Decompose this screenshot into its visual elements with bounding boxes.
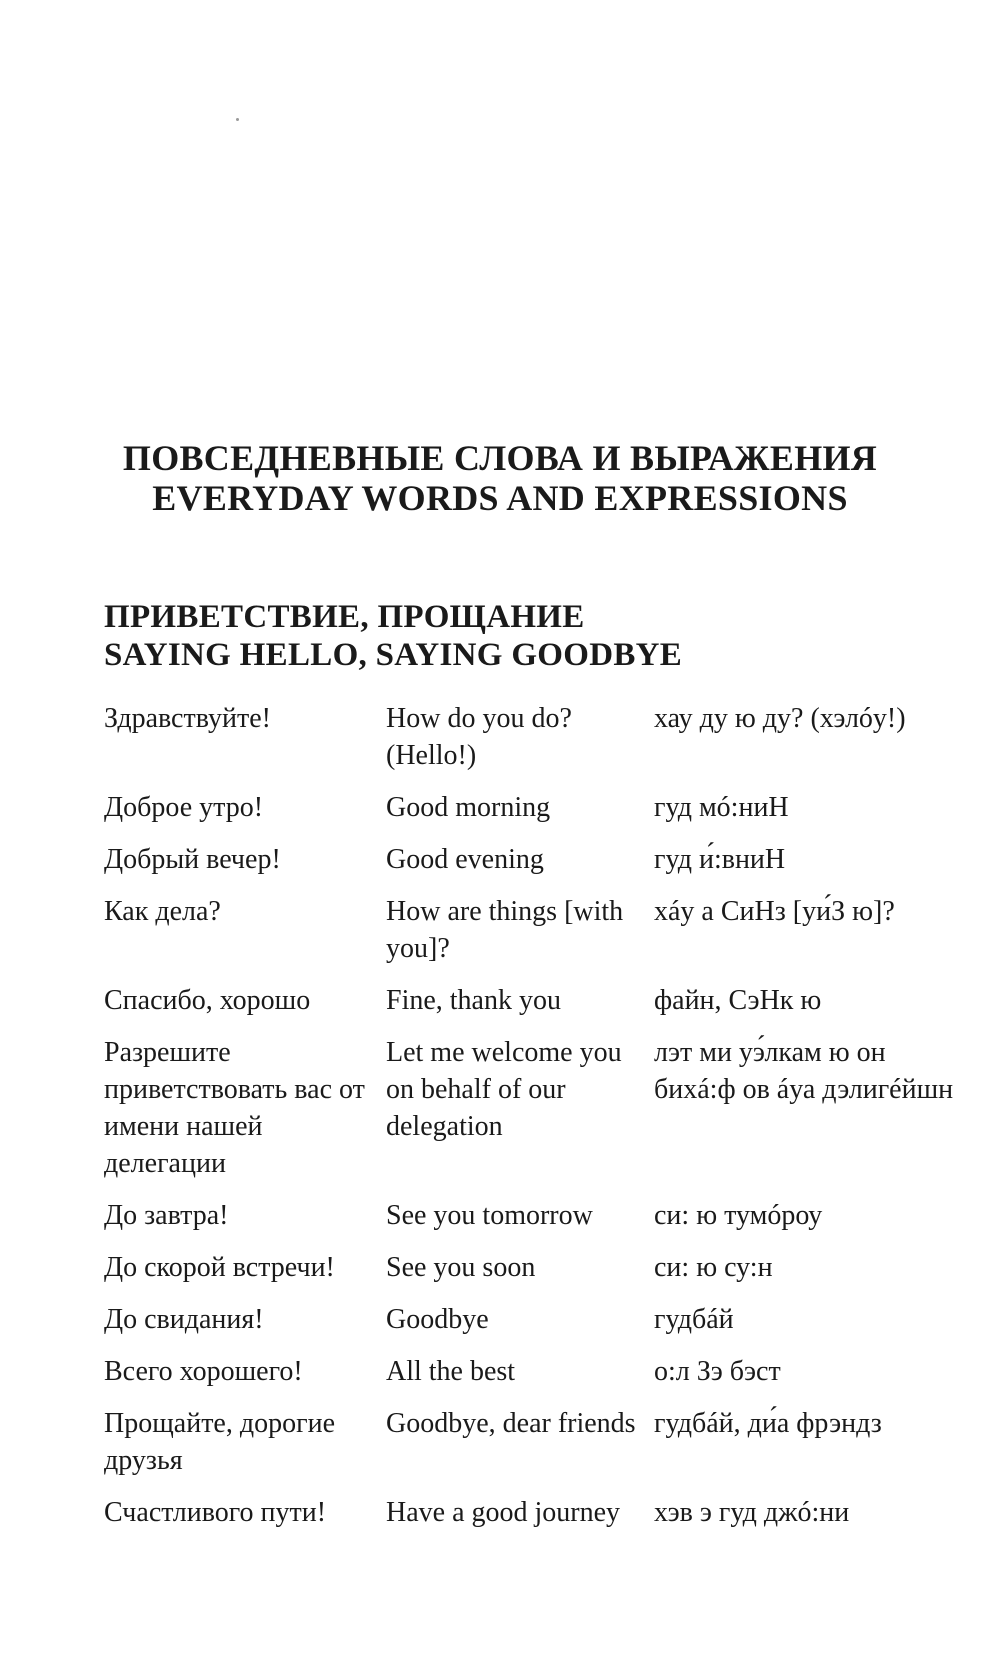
phrase-russian: Спасибо, хорошо bbox=[104, 985, 311, 1016]
phrase-transcription: гудбáй bbox=[654, 1304, 734, 1335]
phrase-row bbox=[104, 1301, 964, 1353]
scan-speck bbox=[236, 118, 239, 121]
phrase-english: See you soon bbox=[386, 1252, 536, 1283]
phrase-english: Good evening bbox=[386, 844, 544, 875]
phrase-russian: Доброе утро! bbox=[104, 792, 264, 823]
phrase-english: Goodbye bbox=[386, 1304, 489, 1335]
phrase-row bbox=[104, 893, 964, 982]
phrase-english: Fine, thank you bbox=[386, 985, 561, 1016]
phrase-russian: Прощайте, дорогие друзья bbox=[104, 1408, 335, 1476]
phrase-row bbox=[104, 841, 964, 893]
phrase-row bbox=[104, 1249, 964, 1301]
phrase-transcription: си: ю тумóроу bbox=[654, 1200, 823, 1231]
phrase-row bbox=[104, 1034, 964, 1197]
phrase-english: See you tomorrow bbox=[386, 1200, 593, 1231]
phrase-russian: До свидания! bbox=[104, 1304, 264, 1335]
phrase-row bbox=[104, 700, 964, 789]
phrase-english: Good morning bbox=[386, 792, 551, 823]
page-heading bbox=[0, 438, 1000, 518]
phrase-russian: До завтра! bbox=[104, 1200, 229, 1231]
section-heading-russian: ПРИВЕТСТВИЕ, ПРОЩАНИЕ bbox=[104, 599, 585, 635]
phrase-english: Let me welcome you on behalf of our delegation bbox=[386, 1037, 622, 1142]
phrase-row bbox=[104, 789, 964, 841]
phrase-transcription: си: ю су:н bbox=[654, 1252, 773, 1283]
phrase-russian: Разрешите приветствовать вас от имени нашей делегации bbox=[104, 1037, 365, 1179]
phrase-transcription: хэв э гуд джó:ни bbox=[654, 1497, 850, 1528]
section-heading bbox=[104, 598, 964, 674]
phrase-row bbox=[104, 982, 964, 1034]
phrase-russian: Добрый вечер! bbox=[104, 844, 281, 875]
phrase-english: All the best bbox=[386, 1356, 516, 1387]
phrase-transcription: о:л Зэ бэст bbox=[654, 1356, 781, 1387]
phrase-transcription: хау ду ю ду? (хэлóу!) bbox=[654, 703, 906, 734]
phrase-english: Have a good journey bbox=[386, 1497, 621, 1528]
phrase-row bbox=[104, 1405, 964, 1494]
phrase-row bbox=[104, 1197, 964, 1249]
phrase-transcription: хáу а СиНз [уи́З ю]? bbox=[654, 896, 895, 927]
phrase-russian: Здравствуйте! bbox=[104, 703, 271, 734]
phrase-english: How are things [with you]? bbox=[386, 896, 624, 964]
section-heading-english: SAYING HELLO, SAYING GOODBYE bbox=[104, 637, 683, 673]
phrase-russian: Всего хорошего! bbox=[104, 1356, 303, 1387]
phrase-transcription: гуд мó:ниН bbox=[654, 792, 789, 823]
phrase-row bbox=[104, 1353, 964, 1405]
phrase-row bbox=[104, 1494, 964, 1546]
phrase-transcription: гудбáй, ди́а фрэндз bbox=[654, 1408, 882, 1439]
heading-english: EVERYDAY WORDS AND EXPRESSIONS bbox=[152, 478, 848, 518]
phrase-russian: До скорой встречи! bbox=[104, 1252, 335, 1283]
phrase-english: How do you do? (Hello!) bbox=[386, 703, 572, 771]
heading-russian: ПОВСЕДНЕВНЫЕ СЛОВА И ВЫРАЖЕНИЯ bbox=[122, 438, 878, 478]
phrase-russian: Счастливого пути! bbox=[104, 1497, 327, 1528]
phrase-transcription: гуд и́:вниН bbox=[654, 844, 786, 875]
phrase-transcription: файн, СэНк ю bbox=[654, 985, 822, 1016]
phrase-transcription: лэт ми уэ́лкам ю он бихá:ф ов áуа дэлигéйшн bbox=[654, 1037, 954, 1105]
phrase-table bbox=[104, 700, 964, 1546]
phrase-russian: Как дела? bbox=[104, 896, 221, 927]
phrase-english: Goodbye, dear friends bbox=[386, 1408, 636, 1439]
